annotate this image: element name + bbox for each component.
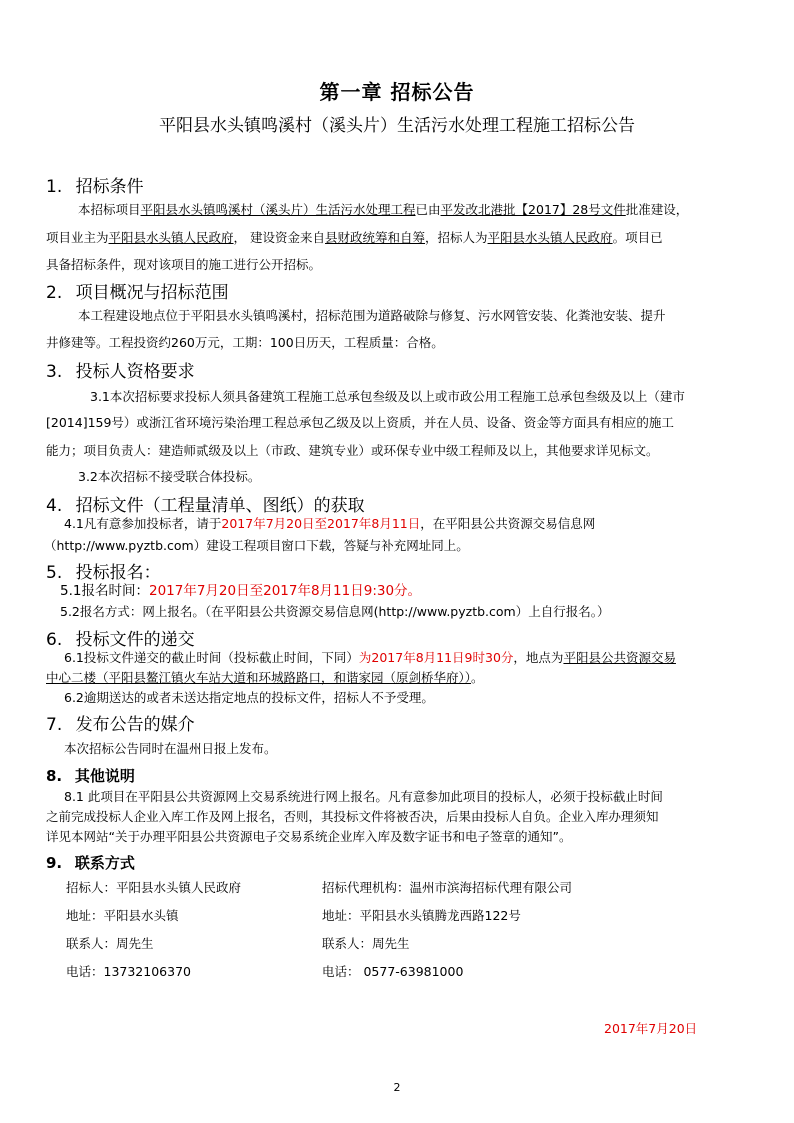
section-6-line-3: 6.2逾期送达的或者未送达指定地点的投标文件，招标人不予受理。 bbox=[64, 690, 434, 705]
section-3-line-2: [2014]159号）或浙江省环境污染治理工程总承包乙级及以上资质，并在人员、设备、资金等方面具有相应的施工 bbox=[46, 415, 674, 430]
section-5-heading bbox=[46, 558, 161, 583]
section-3-line-1: 3.1本次招标要求投标人须具备建筑工程施工总承包叁级及以上或市政公用工程施工总承包叁级及以上（建市 bbox=[90, 389, 685, 404]
notice-title: 平阳县水头镇鸣溪村（溪头片）生活污水处理工程施工招标公告 bbox=[159, 116, 635, 136]
section-number: 8. bbox=[46, 767, 63, 785]
text: 批准建设， bbox=[625, 202, 689, 217]
tenderer-phone: 电话：13732106370 bbox=[66, 964, 191, 979]
text: ，地点为 bbox=[513, 650, 564, 665]
text: 。项目已 bbox=[612, 230, 663, 245]
section-title: 投标报名： bbox=[75, 563, 161, 583]
agency-name: 招标代理机构：温州市滨海招标代理有限公司 bbox=[322, 880, 573, 895]
section-2-line-1: 本工程建设地点位于平阳县水头镇鸣溪村，招标范围为道路破除与修复、污水网管安装、化粪池安装、提升 bbox=[78, 308, 666, 323]
text: 已由 bbox=[415, 202, 441, 217]
project-name: 平阳县水头镇鸣溪村（溪头片）生活污水处理工程 bbox=[140, 202, 416, 217]
submission-location-detail: 中心二楼（平阳县鳌江镇火车站大道和环城路路口，和谐家园（原剑桥华府）） bbox=[46, 670, 472, 685]
section-2-line-2: 井修建等。工程投资约260万元，工期：100日历天，工程质量：合格。 bbox=[46, 335, 444, 350]
tenderer: 平阳县水头镇人民政府 bbox=[487, 230, 613, 245]
section-2-heading bbox=[46, 278, 229, 303]
funding-source: 县财政统筹和自筹 bbox=[325, 230, 426, 245]
section-4-line-1 bbox=[64, 516, 595, 532]
section-title: 其他说明 bbox=[74, 767, 135, 785]
text: 。 bbox=[471, 670, 484, 685]
section-number: 9. bbox=[46, 854, 63, 872]
section-title: 投标人资格要求 bbox=[75, 362, 195, 382]
approval-document: 平发改北港批【2017】28号文件 bbox=[440, 202, 626, 217]
text: ， 建设资金来自 bbox=[233, 230, 326, 245]
section-5-line-1 bbox=[60, 583, 421, 599]
text: 6.1投标文件递交的截止时间（投标截止时间，下同） bbox=[64, 650, 359, 665]
section-7-line-1: 本次招标公告同时在温州日报上发布。 bbox=[64, 741, 277, 756]
section-7-heading bbox=[46, 710, 195, 735]
submission-deadline: 为2017年8月11日9时30分 bbox=[358, 650, 514, 665]
text: 5.1报名时间： bbox=[60, 583, 149, 599]
submission-location: 平阳县公共资源交易 bbox=[563, 650, 676, 665]
section-4-heading bbox=[46, 491, 365, 516]
section-8-heading bbox=[46, 765, 135, 786]
section-8-line-3: 详见本网站“关于办理平阳县公共资源电子交易系统企业库入库及数字证书和电子签章的通知”。 bbox=[46, 829, 572, 844]
section-title: 联系方式 bbox=[74, 854, 135, 872]
section-number: 3. bbox=[46, 362, 63, 382]
tenderer-address: 地址：平阳县水头镇 bbox=[66, 908, 179, 923]
section-title: 项目概况与招标范围 bbox=[75, 283, 229, 303]
section-number: 4. bbox=[46, 496, 63, 516]
section-9-heading bbox=[46, 852, 135, 873]
text: 项目业主为 bbox=[46, 230, 109, 245]
text: 本招标项目 bbox=[78, 202, 141, 217]
text: ，招标人为 bbox=[425, 230, 488, 245]
section-number: 2. bbox=[46, 283, 63, 303]
section-number: 5. bbox=[46, 563, 63, 583]
section-number: 7. bbox=[46, 715, 63, 735]
section-title: 招标文件（工程量清单、图纸）的获取 bbox=[75, 496, 365, 516]
registration-period: 2017年7月20日至2017年8月11日9:30分。 bbox=[148, 583, 422, 599]
section-1-line-1 bbox=[78, 202, 688, 218]
tenderer-contact: 联系人：周先生 bbox=[66, 936, 154, 951]
section-3-line-4: 3.2本次招标不接受联合体投标。 bbox=[78, 469, 261, 484]
text: 4.1凡有意参加投标者，请于 bbox=[64, 516, 222, 531]
section-6-line-2 bbox=[46, 670, 484, 686]
section-1-heading bbox=[46, 172, 144, 197]
section-6-heading bbox=[46, 625, 195, 650]
section-3-heading bbox=[46, 357, 195, 382]
section-4-line-2: （http://www.pyztb.com）建设工程项目窗口下载，答疑与补充网址同上。 bbox=[44, 538, 469, 553]
agency-contact: 联系人：周先生 bbox=[322, 936, 410, 951]
section-title: 发布公告的媒介 bbox=[75, 715, 195, 735]
download-period: 2017年7月20日至2017年8月11日 bbox=[221, 516, 421, 531]
signature-date: 2017年7月20日 bbox=[604, 1021, 698, 1036]
page-number: 2 bbox=[393, 1081, 401, 1094]
section-5-line-2: 5.2报名方式：网上报名。（在平阳县公共资源交易信息网(http://www.pyztb.com）上自行报名。） bbox=[60, 604, 610, 619]
agency-address: 地址：平阳县水头镇腾龙西路122号 bbox=[322, 908, 521, 923]
chapter-title: 第一章 招标公告 bbox=[319, 80, 475, 104]
section-number: 1. bbox=[46, 177, 63, 197]
agency-phone: 电话： 0577-63981000 bbox=[322, 964, 464, 979]
section-3-line-3: 能力；项目负责人：建造师贰级及以上（市政、建筑专业）或环保专业中级工程师及以上，其他要求详见标文。 bbox=[46, 443, 659, 458]
section-8-line-1: 8.1 此项目在平阳县公共资源网上交易系统进行网上报名。凡有意参加此项目的投标人，必须于投标截止时间 bbox=[64, 789, 663, 804]
section-1-line-3: 具备招标条件，现对该项目的施工进行公开招标。 bbox=[46, 257, 322, 272]
section-1-line-2 bbox=[46, 230, 663, 246]
section-8-line-2: 之前完成投标人企业入库工作及网上报名，否则，其投标文件将被否决，后果由投标人自负。企业入库办理须知 bbox=[46, 809, 659, 824]
tenderer-name: 招标人：平阳县水头镇人民政府 bbox=[66, 880, 242, 895]
section-6-line-1 bbox=[64, 650, 676, 666]
text: ，在平阳县公共资源交易信息网 bbox=[420, 516, 596, 531]
section-title: 招标条件 bbox=[75, 177, 144, 197]
project-owner: 平阳县水头镇人民政府 bbox=[108, 230, 234, 245]
section-title: 投标文件的递交 bbox=[75, 630, 195, 650]
section-number: 6. bbox=[46, 630, 63, 650]
